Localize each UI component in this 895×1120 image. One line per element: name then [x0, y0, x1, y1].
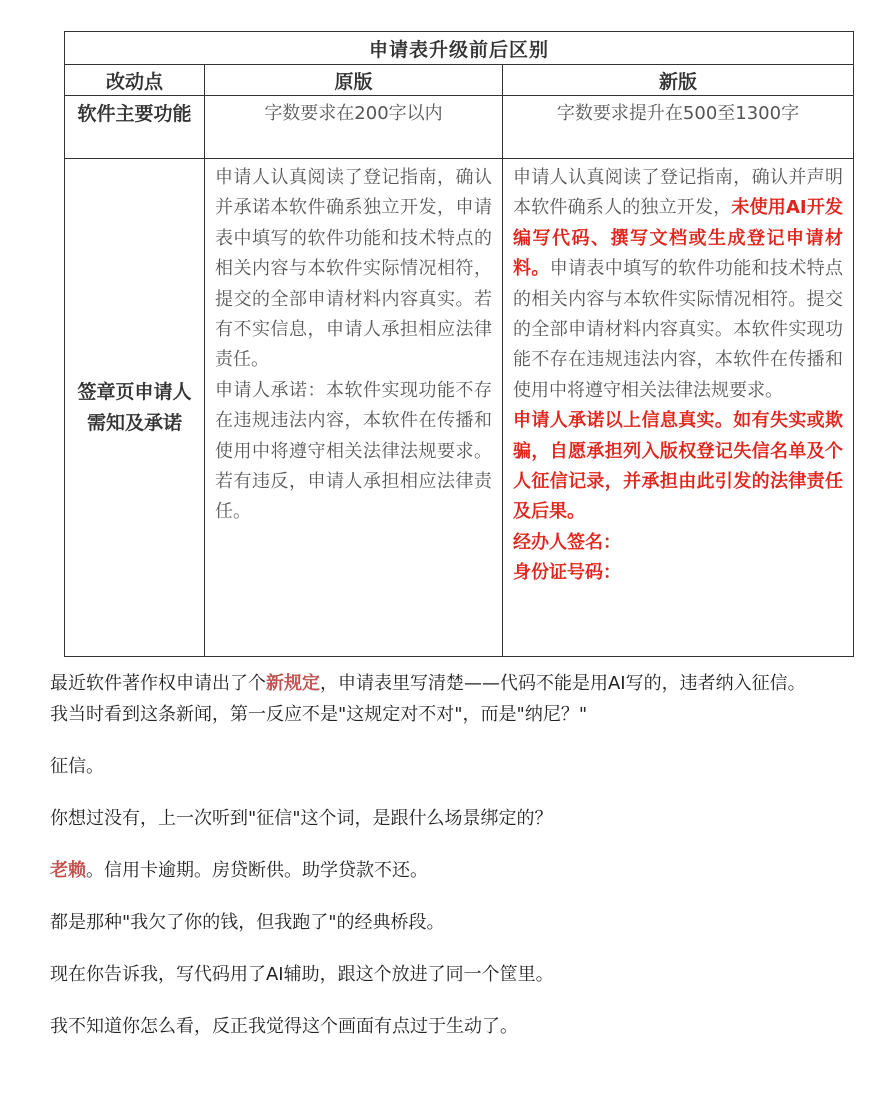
article-paragraph-1 [50, 668, 865, 699]
row-label-main-function: 软件主要功能 [65, 96, 205, 159]
header-change: 改动点 [65, 65, 205, 96]
row-old-main-function: 字数要求在200字以内 [205, 96, 503, 159]
row-new-main-function: 字数要求提升在500至1300字 [503, 96, 854, 159]
row-new-signature-page [503, 159, 854, 657]
new-text-b: 申请表中填写的软件功能和技术特点的相关内容与本软件实际情况相符。提交的全部申请材料内容真实。本软件实现功能不存在违规违法内容，本软件在传播和使用中将遵守相关法律法规要求。 [513, 258, 844, 401]
new-sign-label: 经办人签名： [513, 531, 621, 553]
old-paragraph-1: 申请人认真阅读了登记指南，确认并承诺本软件确系独立开发，申请表中填写的软件功能和技术特点的相关内容与本软件实际情况相符，提交的全部申请材料内容真实。若有不实信息，申请人承担相应法律责任。 [215, 167, 492, 371]
new-id-label: 身份证号码： [513, 562, 621, 584]
highlight-deadbeat: 老赖 [50, 860, 86, 881]
highlight-new-rule: 新规定 [266, 673, 320, 694]
header-new: 新版 [503, 65, 854, 96]
table-title-row [65, 32, 854, 65]
new-red-text-ai: 未使用AI开发编写代码、撰写文档或生成登记申请材料。 [513, 197, 844, 280]
article-p1-text-a: 最近软件著作权申请出了个 [50, 673, 266, 694]
row-old-signature-page [205, 159, 503, 657]
table-header-row [65, 65, 854, 96]
article-body [50, 668, 865, 1042]
article-paragraph-8: 我不知道你怎么看，反正我觉得这个画面有点过于生动了。 [50, 1016, 518, 1037]
row-label-signature-page: 签章页申请人需知及承诺 [65, 159, 205, 657]
old-paragraph-2: 申请人承诺：本软件实现功能不存在违规违法内容，本软件在传播和使用中将遵守相关法律法规要求。若有违反，申请人承担相应法律责任。 [215, 379, 492, 523]
article-paragraph-7: 现在你告诉我，写代码用了AI辅助，跟这个放进了同一个筐里。 [50, 964, 554, 985]
header-old: 原版 [205, 65, 503, 96]
article-paragraph-4: 你想过没有，上一次听到"征信"这个词，是跟什么场景绑定的？ [50, 808, 553, 829]
article-p1-text-b: ，申请表里写清楚——代码不能是用AI写的，违者纳入征信。 [320, 673, 806, 694]
article-paragraph-3: 征信。 [50, 756, 104, 777]
comparison-table [64, 31, 854, 657]
table-row [65, 96, 854, 159]
new-text-a: 申请人认真阅读了登记指南，确认并声明本软件确系人的独立开发， [513, 167, 844, 219]
article-paragraph-6: 都是那种"我欠了你的钱，但我跑了"的经典桥段。 [50, 912, 445, 933]
article-paragraph-2: 我当时看到这条新闻，第一反应不是"这规定对不对"，而是"纳尼？" [50, 704, 588, 725]
table-row [65, 159, 854, 657]
new-red-text-pledge: 申请人承诺以上信息真实。如有失实或欺骗，自愿承担列入版权登记失信名单及个人征信记录，并承担由此引发的法律责任及后果。 [513, 410, 844, 523]
article-paragraph-5 [50, 855, 865, 886]
article-p5-text: 。信用卡逾期。房贷断供。助学贷款不还。 [86, 860, 428, 881]
new-paragraph-1 [513, 163, 843, 406]
table-title: 申请表升级前后区别 [65, 32, 854, 65]
